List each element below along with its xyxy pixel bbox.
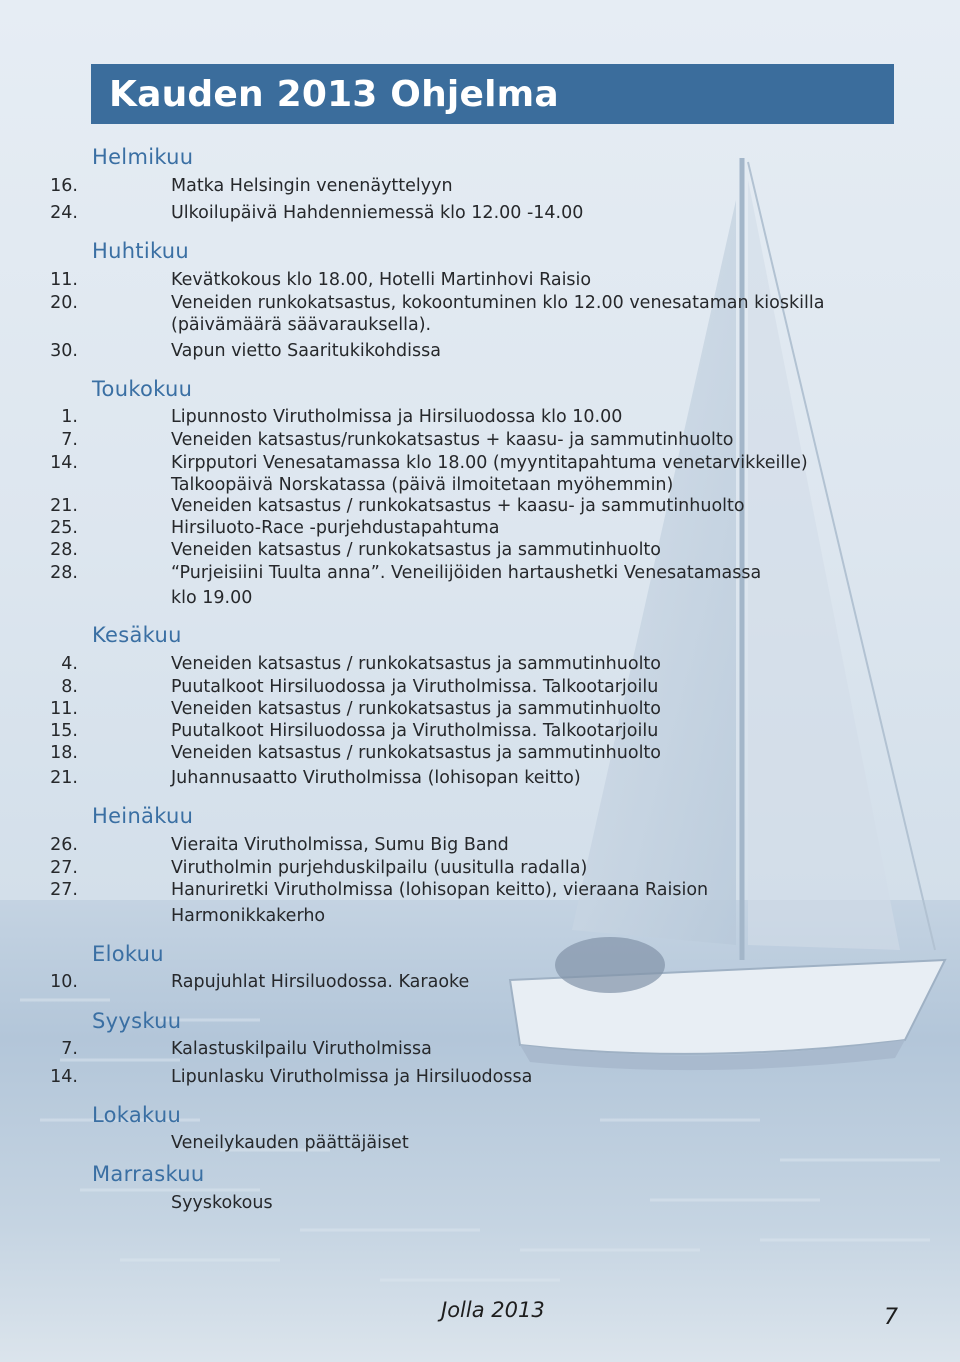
event-text: “Purjeisiini Tuulta anna”. Veneilijöiden hartaushetki Venesatamassa <box>171 563 762 583</box>
footer-publication: Jolla 2013 <box>441 1298 545 1322</box>
event-row <box>0 972 900 994</box>
title-bar <box>91 64 894 124</box>
event-day: 15. <box>50 721 78 741</box>
event-row <box>0 835 900 857</box>
event-row <box>0 1067 900 1089</box>
event-day: 21. <box>50 768 78 788</box>
event-day: 18. <box>50 743 78 763</box>
month-heading: Toukokuu <box>92 377 193 401</box>
month-heading: Heinäkuu <box>92 804 194 828</box>
event-day: 28. <box>50 540 78 560</box>
event-day: 7. <box>61 1039 78 1059</box>
event-row <box>0 407 900 429</box>
event-row <box>0 540 900 562</box>
event-text: Kalastuskilpailu Virutholmissa <box>171 1039 432 1059</box>
event-text: Matka Helsingin venenäyttelyyn <box>171 176 453 196</box>
event-day: 30. <box>50 341 78 361</box>
event-row <box>0 743 900 765</box>
event-text: Veneiden katsastus / runkokatsastus ja sammutinhuolto <box>171 743 661 763</box>
event-text: Syyskokous <box>171 1193 273 1213</box>
event-text: klo 19.00 <box>171 588 253 608</box>
event-text: Vieraita Virutholmissa, Sumu Big Band <box>171 835 509 855</box>
event-row <box>0 1039 900 1061</box>
event-text: Veneiden runkokatsastus, kokoontuminen klo 12.00 venesataman kioskilla <box>171 293 825 313</box>
event-text: Kevätkokous klo 18.00, Hotelli Martinhovi Raisio <box>171 270 592 290</box>
event-text: Veneiden katsastus / runkokatsastus ja sammutinhuolto <box>171 699 661 719</box>
event-day: 10. <box>50 972 78 992</box>
event-day: 20. <box>50 293 78 313</box>
event-row <box>0 430 900 452</box>
event-day: 26. <box>50 835 78 855</box>
event-text: Veneiden katsastus / runkokatsastus ja sammutinhuolto <box>171 654 661 674</box>
event-row <box>0 588 900 610</box>
event-text: Talkoopäivä Norskatassa (päivä ilmoitetaan myöhemmin) <box>171 475 674 495</box>
event-text: Hirsiluoto-Race -purjehdustapahtuma <box>171 518 500 538</box>
month-heading: Huhtikuu <box>92 239 190 263</box>
event-day: 27. <box>50 880 78 900</box>
event-text: Vapun vietto Saaritukikohdissa <box>171 341 441 361</box>
event-day: 27. <box>50 858 78 878</box>
event-text: Veneiden katsastus / runkokatsastus + kaasu- ja sammutinhuolto <box>171 496 745 516</box>
page-title: Kauden 2013 Ohjelma <box>109 74 559 115</box>
month-heading: Lokakuu <box>92 1103 182 1127</box>
event-text: Juhannusaatto Virutholmissa (lohisopan keitto) <box>171 768 581 788</box>
event-row <box>0 906 900 928</box>
event-day: 11. <box>50 699 78 719</box>
event-row <box>0 1193 900 1215</box>
event-row <box>0 518 900 540</box>
event-row <box>0 880 900 902</box>
event-row <box>0 699 900 721</box>
month-heading: Elokuu <box>92 942 164 966</box>
month-heading: Marraskuu <box>92 1162 205 1186</box>
event-text: Virutholmin purjehduskilpailu (uusitulla radalla) <box>171 858 588 878</box>
event-text: Lipunlasku Virutholmissa ja Hirsiluodossa <box>171 1067 533 1087</box>
event-row <box>0 496 900 518</box>
event-day: 24. <box>50 203 78 223</box>
event-text: Lipunnosto Virutholmissa ja Hirsiluodossa klo 10.00 <box>171 407 623 427</box>
event-day: 14. <box>50 1067 78 1087</box>
event-row <box>0 721 900 743</box>
event-text: Veneiden katsastus / runkokatsastus ja sammutinhuolto <box>171 540 661 560</box>
event-day: 25. <box>50 518 78 538</box>
event-text: Kirpputori Venesatamassa klo 18.00 (myyntitapahtuma venetarvikkeille) <box>171 453 808 473</box>
event-row <box>0 563 900 585</box>
event-row <box>0 453 900 475</box>
month-heading: Helmikuu <box>92 145 194 169</box>
event-text: Harmonikkakerho <box>171 906 326 926</box>
event-day: 4. <box>61 654 78 674</box>
event-row <box>0 293 900 315</box>
event-row <box>0 341 900 363</box>
event-day: 14. <box>50 453 78 473</box>
event-row <box>0 677 900 699</box>
event-day: 21. <box>50 496 78 516</box>
event-text: (päivämäärä säävarauksella). <box>171 315 432 335</box>
month-heading: Kesäkuu <box>92 623 182 647</box>
event-row <box>0 1133 900 1155</box>
event-day: 7. <box>61 430 78 450</box>
event-row <box>0 768 900 790</box>
event-row <box>0 203 900 225</box>
event-day: 8. <box>61 677 78 697</box>
event-day: 1. <box>61 407 78 427</box>
event-text: Veneiden katsastus/runkokatsastus + kaasu- ja sammutinhuolto <box>171 430 734 450</box>
event-text: Puutalkoot Hirsiluodossa ja Virutholmissa. Talkootarjoilu <box>171 677 659 697</box>
event-row <box>0 475 900 497</box>
event-day: 11. <box>50 270 78 290</box>
event-day: 16. <box>50 176 78 196</box>
event-text: Ulkoilupäivä Hahdenniemessä klo 12.00 -14.00 <box>171 203 584 223</box>
event-text: Puutalkoot Hirsiluodossa ja Virutholmissa. Talkootarjoilu <box>171 721 659 741</box>
event-row <box>0 315 900 337</box>
event-row <box>0 858 900 880</box>
month-heading: Syyskuu <box>92 1009 182 1033</box>
event-text: Hanuriretki Virutholmissa (lohisopan keitto), vieraana Raision <box>171 880 709 900</box>
event-row <box>0 654 900 676</box>
event-text: Veneilykauden päättäjäiset <box>171 1133 409 1153</box>
event-row <box>0 270 900 292</box>
event-row <box>0 176 900 198</box>
event-day: 28. <box>50 563 78 583</box>
event-text: Rapujuhlat Hirsiluodossa. Karaoke <box>171 972 470 992</box>
page-number: 7 <box>884 1305 898 1330</box>
